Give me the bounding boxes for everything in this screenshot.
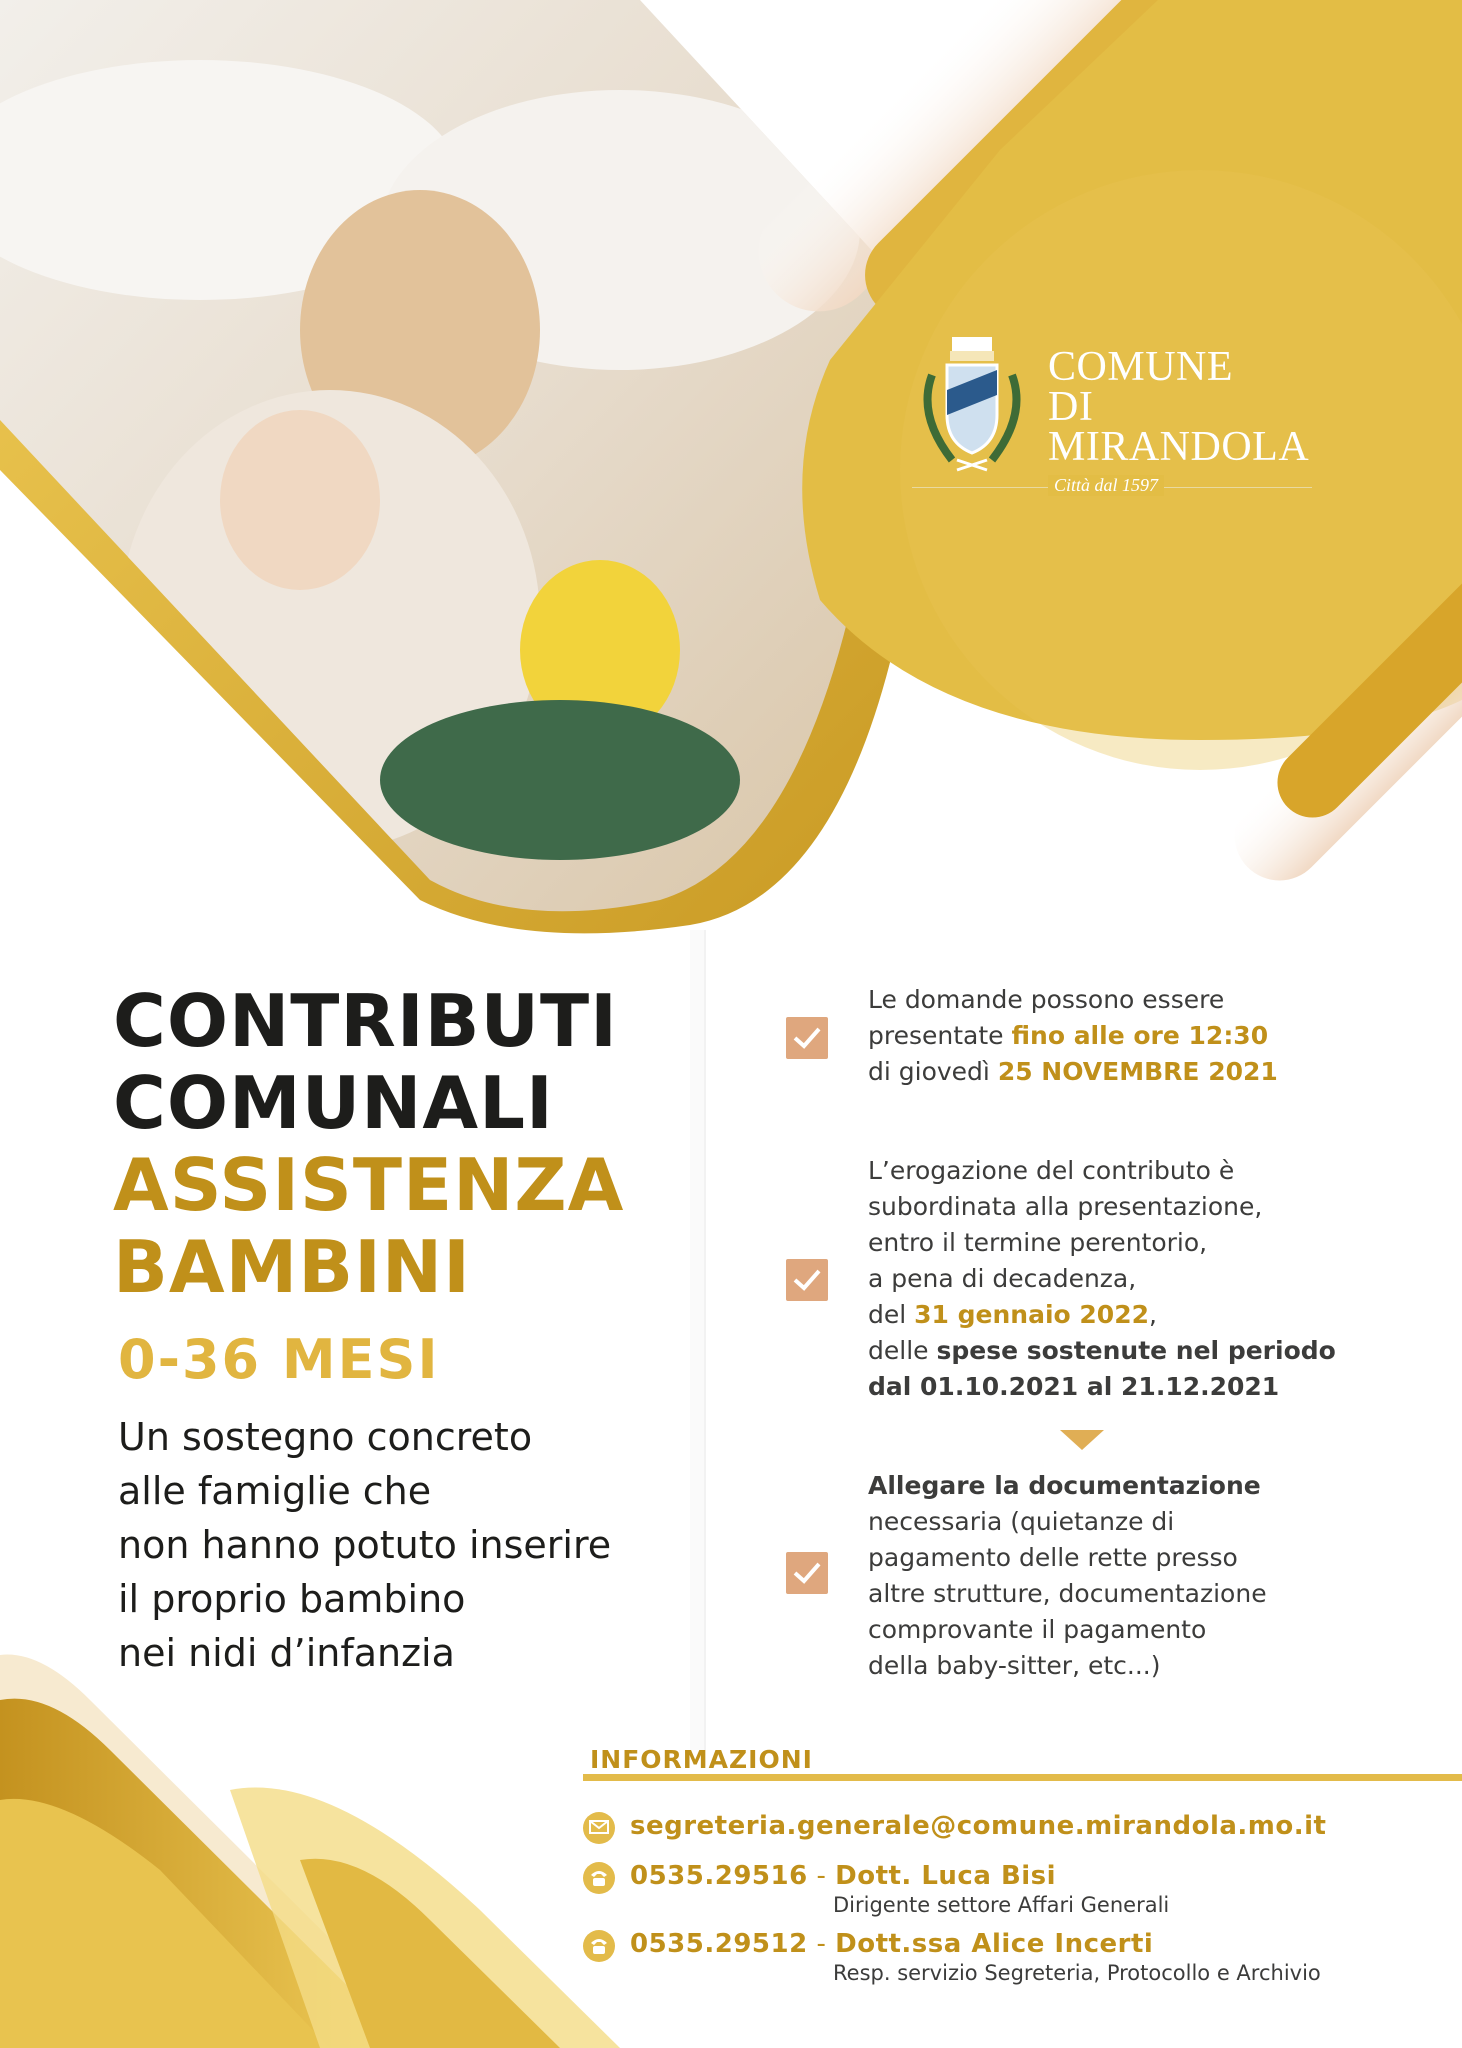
logo-name (1048, 344, 1310, 470)
separator: - (807, 1929, 836, 1959)
item-line: comprovante il pagamento (868, 1615, 1207, 1644)
subtitle-line: Un sostegno concreto (118, 1415, 533, 1459)
deadline-time: fino alle ore 12:30 (1011, 1021, 1269, 1050)
contact-role: Resp. servizio Segreteria, Protocollo e Archivio (833, 1961, 1321, 1985)
item-line: Allegare la documentazione (868, 1471, 1261, 1500)
item-line: a pena di decadenza, (868, 1264, 1137, 1293)
title-line: BAMBINI (113, 1225, 471, 1309)
subtitle (118, 1410, 611, 1680)
item-text: , (1149, 1300, 1157, 1329)
item-line (868, 1054, 1278, 1090)
info-heading: INFORMAZIONI (590, 1745, 813, 1774)
item-line: Le domande possono essere (868, 985, 1225, 1014)
item-text: delle (868, 1336, 937, 1365)
age-range: 0-36 MESI (118, 1328, 440, 1391)
subtitle-line: alle famiglie che (118, 1469, 432, 1513)
item-line (868, 1297, 1336, 1333)
contact-row (630, 1929, 1153, 1959)
info-divider (583, 1774, 1462, 1781)
payment-date: 31 gennaio 2022 (914, 1300, 1149, 1329)
contact-row (630, 1861, 1056, 1891)
check-icon (786, 1017, 828, 1059)
check-icon (786, 1552, 828, 1594)
item-text: di giovedì (868, 1057, 998, 1086)
subtitle-line: non hanno potuto inserire (118, 1523, 612, 1567)
item-line: necessaria (quietanze di (868, 1507, 1175, 1536)
title-line: CONTRIBUTI (113, 979, 618, 1063)
subtitle-line: il proprio bambino (118, 1577, 466, 1621)
item-line: entro il termine perentorio, (868, 1228, 1208, 1257)
arrow-down-icon (1060, 1430, 1104, 1450)
contact-role: Dirigente settore Affari Generali (833, 1893, 1170, 1917)
subtitle-line: nei nidi d’infanzia (118, 1631, 455, 1675)
contact-name: Dott.ssa Alice Incerti (835, 1929, 1154, 1959)
phone-number[interactable]: 0535.29512 (630, 1929, 808, 1959)
logo-name-line: COMUNE (1048, 344, 1234, 390)
logo-name-line: DI (1048, 384, 1094, 430)
item-line: subordinata alla presentazione, (868, 1192, 1263, 1221)
separator: - (807, 1861, 836, 1891)
deadline-date: 25 NOVEMBRE 2021 (997, 1057, 1278, 1086)
logo-tagline: Città dal 1597 (1048, 475, 1164, 496)
phone-number[interactable]: 0535.29516 (630, 1861, 808, 1891)
contact-name: Dott. Luca Bisi (835, 1861, 1057, 1891)
phone-icon (583, 1862, 615, 1894)
item-docs (868, 1468, 1267, 1684)
payment-period: dal 01.10.2021 al 21.12.2021 (868, 1372, 1280, 1401)
item-text: del (868, 1300, 915, 1329)
crest-icon (912, 335, 1032, 475)
email-link[interactable]: segreteria.generale@comune.mirandola.mo.it (630, 1811, 1327, 1841)
title-line: ASSISTENZA (113, 1143, 625, 1227)
item-payment (868, 1153, 1336, 1405)
logo-name-line: MIRANDOLA (1048, 424, 1310, 470)
item-line: altre strutture, documentazione (868, 1579, 1267, 1608)
phone-icon (583, 1930, 615, 1962)
item-line: della baby-sitter, etc...) (868, 1651, 1161, 1680)
item-deadline (868, 982, 1278, 1090)
mail-icon (583, 1812, 615, 1844)
item-line: pagamento delle rette presso (868, 1543, 1238, 1572)
check-icon (786, 1259, 828, 1301)
title-line: COMUNALI (113, 1061, 554, 1145)
comune-logo (912, 335, 1332, 510)
item-text: presentate (868, 1021, 1012, 1050)
item-text-bold: spese sostenute nel periodo (936, 1336, 1336, 1365)
item-line (868, 1018, 1278, 1054)
item-line: L’erogazione del contributo è (868, 1156, 1235, 1185)
main-title (113, 980, 624, 1308)
item-line (868, 1333, 1336, 1369)
